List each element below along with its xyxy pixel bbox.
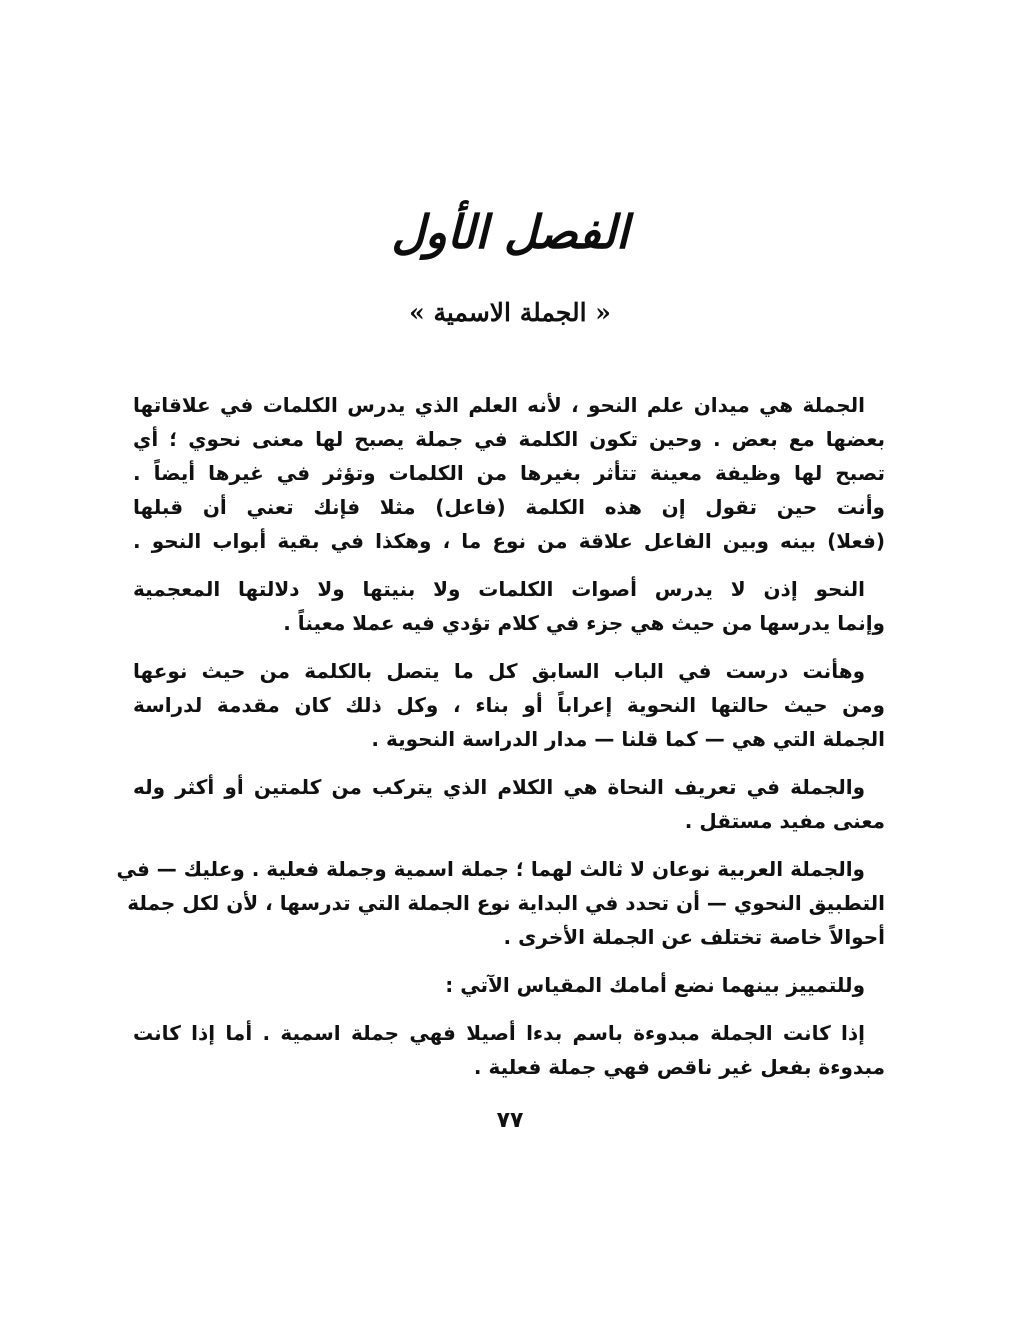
text-line: ومن حيث حالتها النحوية إعراباً أو بناء ، وكل ذلك كان مقدمة لدراسة [133,693,885,717]
paragraph-3 [133,654,885,756]
paragraph-4 [133,770,885,838]
text-line: وهأنت درست في الباب السابق كل ما يتصل بالكلمة من حيث نوعها [133,659,865,683]
text-line: وإنما يدرسها من حيث هي جزء في كلام تؤدي فيه عملا معيناً . [283,611,885,635]
text-line: مبدوءة بفعل غير ناقص فهي جملة فعلية . [473,1055,885,1079]
paragraph-6 [133,968,885,1002]
text-line: النحو إذن لا يدرس أصوات الكلمات ولا بنيتها ولا دلالتها المعجمية [133,577,865,601]
text-line: إذا كانت الجملة مبدوءة باسم بدءا أصيلا فهي جملة اسمية . أما إذا كانت [133,1021,865,1045]
text-line: (فعلا) بينه وبين الفاعل علاقة من نوع ما ، وهكذا في بقية أبواب النحو . [133,529,885,553]
paragraph-7 [133,1016,885,1084]
text-line: تصبح لها وظيفة معينة تتأثر بغيرها من الكلمات وتؤثر في غيرها أيضاً . [133,461,885,485]
text-line: الجملة هي ميدان علم النحو ، لأنه العلم الذي يدرس الكلمات في علاقاتها [133,393,865,417]
chapter-title: الفصل الأول [391,205,629,259]
page-number: ٧٧ [496,1108,524,1133]
text-line: معنى مفيد مستقل . [684,809,885,833]
text-line: والجملة في تعريف النحاة هي الكلام الذي يتركب من كلمتين أو أكثر وله [133,775,865,799]
body-text [116,388,885,1098]
paragraph-2 [133,572,885,640]
text-line: الجملة التي هي — كما قلنا — مدار الدراسة النحوية . [371,727,885,751]
text-line: والجملة العربية نوعان لا ثالث لهما ؛ جملة اسمية وجملة فعلية . وعليك — في [116,857,865,881]
paragraph-1 [133,388,885,558]
text-line: وللتمييز بينهما نضع أمامك المقياس الآتي : [445,973,865,997]
text-line: التطبيق النحوي — أن تحدد في البداية نوع الجملة التي تدرسها ، لأن لكل جملة [127,891,885,915]
chapter-subtitle: « الجملة الاسمية » [409,298,611,327]
text-line: أحوالاً خاصة تختلف عن الجملة الأخرى . [503,925,885,949]
text-line: بعضها مع بعض . وحين تكون الكلمة في جملة يصبح لها معنى نحوي ؛ أي [133,427,885,451]
text-line: وأنت حين تقول إن هذه الكلمة (فاعل) مثلا فإنك تعني أن قبلها [133,495,885,519]
paragraph-5 [116,852,885,954]
